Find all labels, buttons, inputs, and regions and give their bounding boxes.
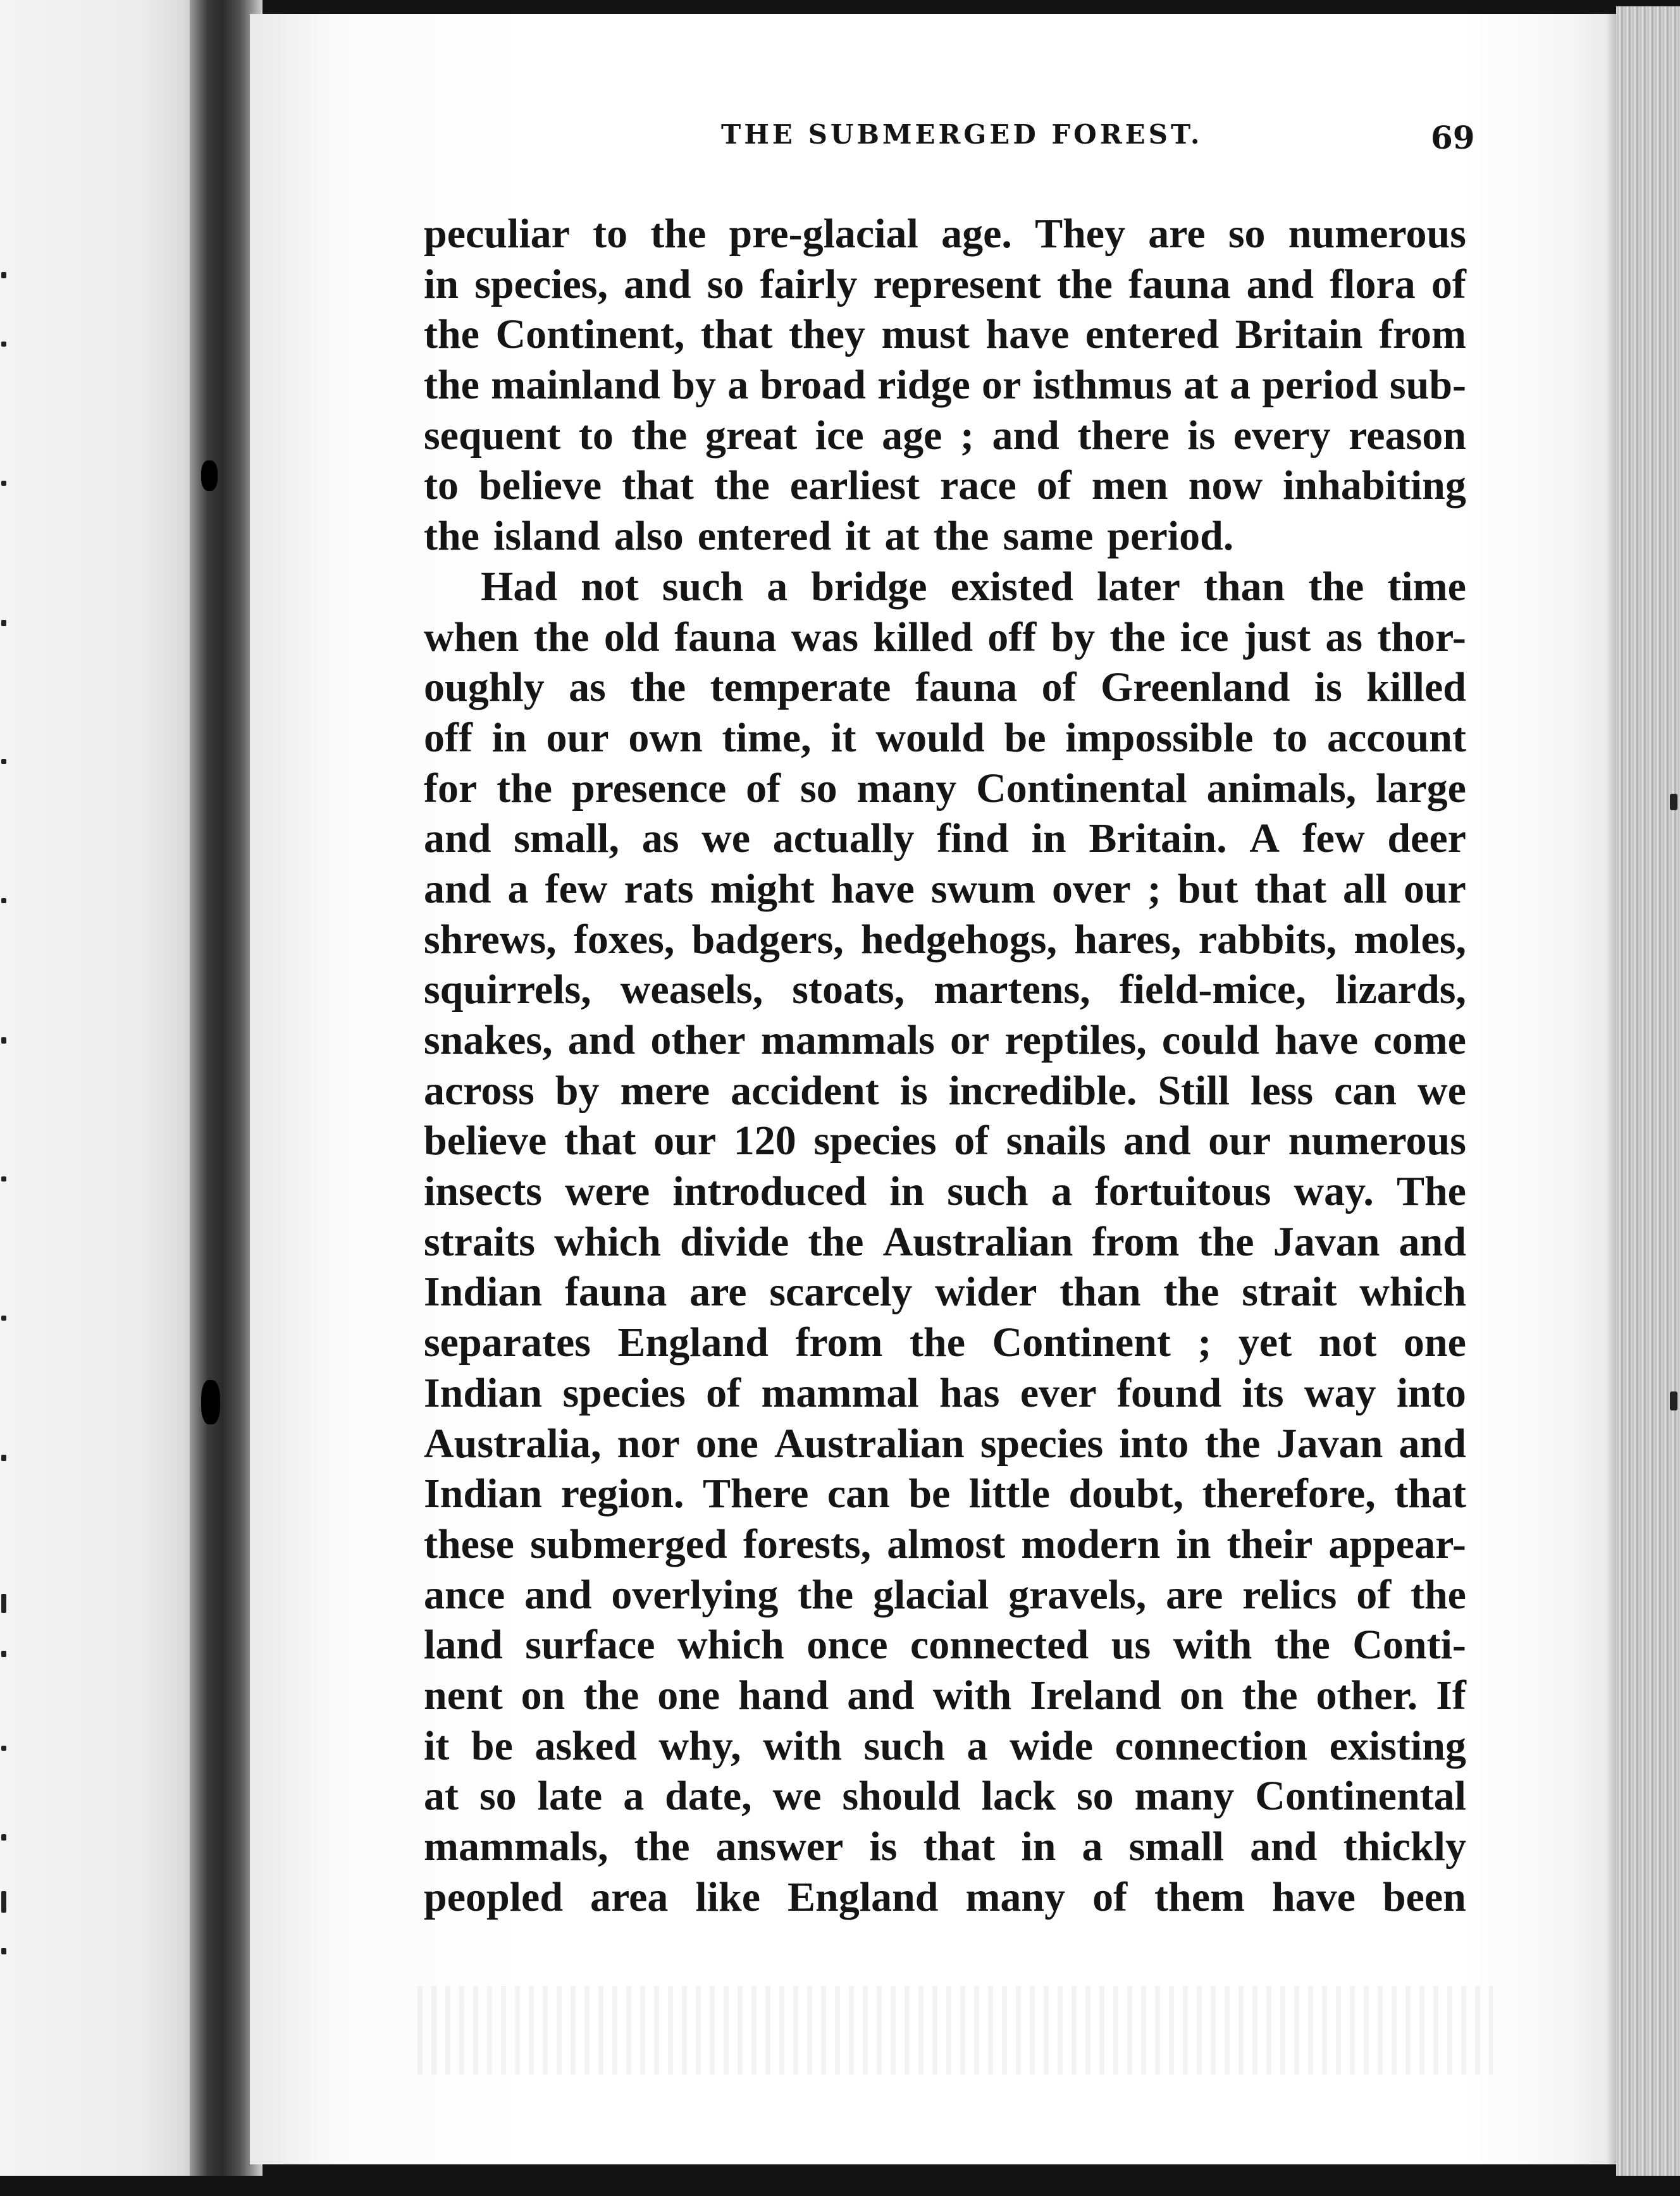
- text-line: Indian region. There can be little doubt, therefore, that: [424, 1471, 1466, 1517]
- text-line: these submerged forests, almost modern in their appear-: [424, 1521, 1466, 1567]
- text-line: Had not such a bridge existed later than the time: [481, 563, 1466, 610]
- text-line: the Continent, that they must have entered Britain from: [424, 311, 1466, 358]
- text-line: off in our own time, it would be impossible to account: [424, 714, 1466, 761]
- text-line: shrews, foxes, badgers, hedgehogs, hares, rabbits, moles,: [424, 916, 1466, 963]
- text-line: Indian species of mammal has ever found its way into: [424, 1369, 1466, 1416]
- text-line: squirrels, weasels, stoats, martens, field-mice, lizards,: [424, 966, 1466, 1013]
- running-head: THE SUBMERGED FOREST.: [721, 119, 1203, 150]
- previous-page-edge: [0, 0, 202, 2176]
- text-line: and a few rats might have swum over ; but that all our: [424, 865, 1466, 912]
- text-line: and small, as we actually find in Britain. A few deer: [424, 815, 1466, 862]
- page-stack-edges: [1616, 6, 1680, 2176]
- text-line: it be asked why, with such a wide connection existing: [424, 1722, 1466, 1769]
- text-line: mammals, the answer is that in a small and thickly: [424, 1823, 1466, 1870]
- text-line: insects were introduced in such a fortuitous way. The: [424, 1168, 1466, 1215]
- text-line: when the old fauna was killed off by the ice just as thor-: [424, 614, 1466, 660]
- text-line: peopled area like England many of them have been: [424, 1873, 1466, 1920]
- text-line: nent on the one hand and with Ireland on the other. If: [424, 1672, 1466, 1718]
- text-line: separates England from the Continent ; yet not one: [424, 1319, 1466, 1366]
- text-line: for the presence of so many Continental animals, large: [424, 765, 1466, 811]
- gutter-ink-blot: [201, 460, 218, 491]
- text-line: the mainland by a broad ridge or isthmus at a period sub-: [424, 362, 1466, 409]
- text-line: at so late a date, we should lack so many Continental: [424, 1773, 1466, 1820]
- text-line: oughly as the temperate fauna of Greenland is killed: [424, 664, 1466, 711]
- text-line: in species, and so fairly represent the fauna and flora of: [424, 261, 1466, 307]
- page-number: 69: [1431, 119, 1475, 156]
- text-line: across by mere accident is incredible. Still less can we: [424, 1067, 1466, 1114]
- text-line: ance and overlying the glacial gravels, are relics of the: [424, 1571, 1466, 1618]
- text-line: sequent to the great ice age ; and there is every reason: [424, 412, 1466, 459]
- text-line: Australia, nor one Australian species into the Javan and: [424, 1420, 1466, 1467]
- text-line: land surface which once connected us with the Conti-: [424, 1622, 1466, 1669]
- previous-page-text-fragments: [0, 0, 13, 2176]
- text-line: snakes, and other mammals or reptiles, could have come: [424, 1017, 1466, 1063]
- text-line: the island also entered it at the same period.: [424, 513, 1234, 560]
- body-text: [424, 209, 1466, 1922]
- text-line: straits which divide the Australian from the Javan and: [424, 1218, 1466, 1265]
- gutter-ink-blot: [201, 1380, 220, 1424]
- text-line: believe that our 120 species of snails and our numerous: [424, 1118, 1466, 1164]
- text-line: to believe that the earliest race of men now inhabiting: [424, 462, 1466, 509]
- text-line: Indian fauna are scarcely wider than the strait which: [424, 1269, 1466, 1316]
- text-line: peculiar to the pre-glacial age. They are so numerous: [424, 211, 1466, 257]
